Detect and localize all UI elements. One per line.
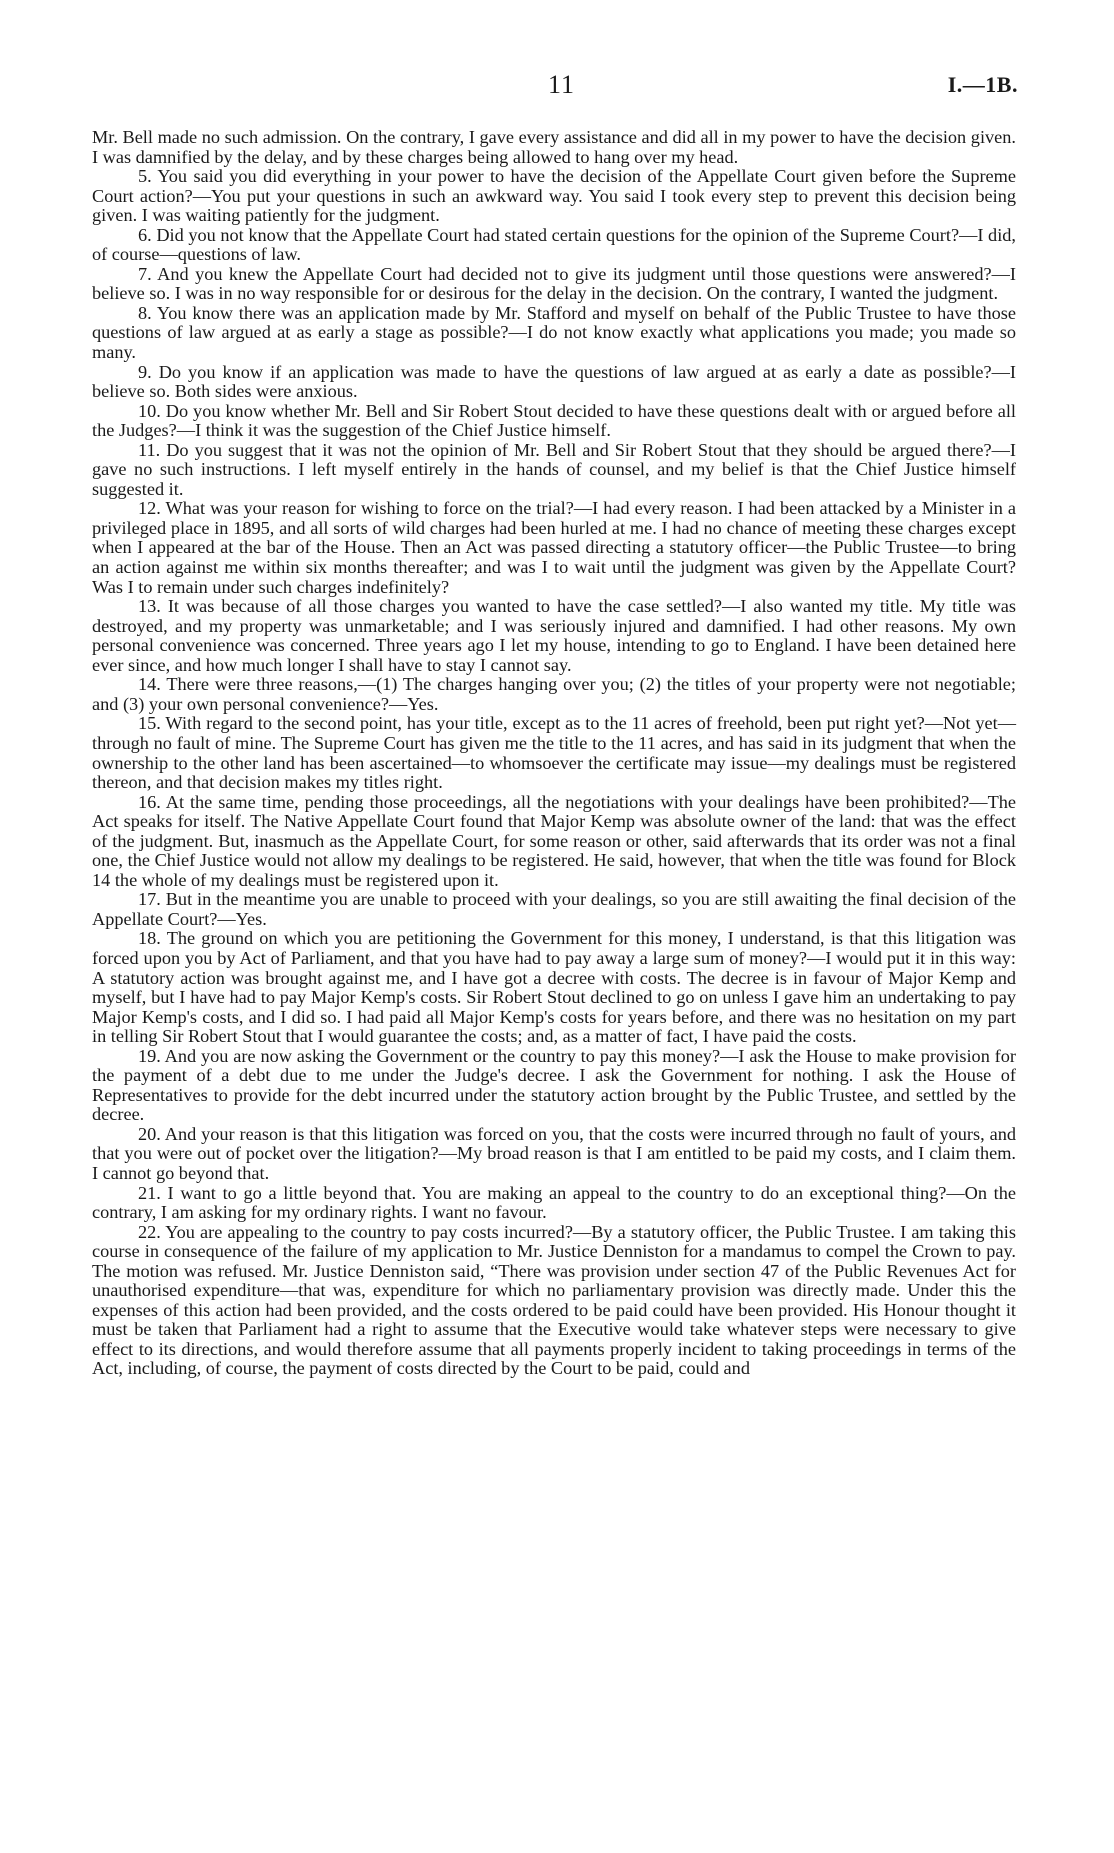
question-10: 10. Do you know whether Mr. Bell and Sir Robert Stout decided to have these questions dealt with or argued before all the Judges?—I think it was the suggestion of the Chief Justice himself.	[92, 400, 1016, 441]
paragraph-continuation: Mr. Bell made no such admission. On the contrary, I gave every assistance and did all in my power to have the decision given. I was damnified by the delay, and by these charges being allowed to hang over my head.	[92, 127, 1016, 167]
question-7: 7. And you knew the Appellate Court had decided not to give its judgment until those questions were answered?—I believe so. I was in no way responsible for or desirous for the delay in the decision. On the contrary, I wanted the judgment.	[92, 263, 1016, 304]
question-22: 22. You are appealing to the country to pay costs incurred?—By a statutory officer, the Public Trustee. I am taking this course in consequence of the failure of my application to Mr. Justice Denniston for a mandamus to compel the Crown to pay. The motion was refused. Mr. Justice Denniston said, “There was provision under section 47 of the Public Revenues Act for unauthorised expenditure—that was, expenditure for which no parliamentary provision was directly made. Under this the expenses of this action had been provided, and the costs ordered to be paid could have been provided. His Honour thought it must be taken that Parliament had a right to assume that the Executive would take whatever steps were necessary to give effect to its directions, and would therefore assume that all payments properly incident to taking proceedings in terms of the Act, including, of course, the payment of costs directed by the Court to be paid, could and	[92, 1221, 1016, 1379]
question-16: 16. At the same time, pending those proceedings, all the negotiations with your dealings have been prohibited?—The Act speaks for itself. The Native Appellate Court found that Major Kemp was absolute owner of the land: that was the effect of the judgment. But, inasmuch as the Appellate Court, for some reason or other, said afterwards that its order was not a final one, the Chief Justice would not allow my dealings to be registered. He said, however, that when the title was found for Block 14 the whole of my dealings must be registered upon it.	[92, 791, 1016, 890]
question-14: 14. There were three reasons,—(1) The charges hanging over you; (2) the titles of your property were not negotiable; and (3) your own personal convenience?—Yes.	[92, 674, 1016, 714]
question-20: 20. And your reason is that this litigation was forced on you, that the costs were incurred through no fault of yours, and that you were out of pocket over the litigation?—My broad reason is that I am entitled to be paid my costs, and I claim them. I cannot go beyond that.	[92, 1123, 1016, 1183]
page-number: 11	[548, 70, 576, 99]
page-header	[0, 70, 1114, 110]
question-6: 6. Did you not know that the Appellate Court had stated certain questions for the opinion of the Supreme Court?—I did, of course—questions of law.	[92, 224, 1016, 265]
question-13: 13. It was because of all those charges you wanted to have the case settled?—I also wanted my title. My title was destroyed, and my property was unmarketable; and I was seriously injured and damnified. I had other reasons. My own personal convenience was concerned. Three years ago I let my house, intending to go to England. I have been detained here ever since, and how much longer I shall have to stay I cannot say.	[92, 596, 1016, 675]
question-5: 5. You said you did everything in your power to have the decision of the Appellate Court given before the Supreme Court action?—You put your questions in such an awkward way. You said I took every step to prevent this decision being given. I was waiting patiently for the judgment.	[92, 166, 1016, 226]
question-11: 11. Do you suggest that it was not the opinion of Mr. Bell and Sir Robert Stout that they should be argued there?—I gave no such instructions. I left myself entirely in the hands of counsel, and my belief is that the Chief Justice himself suggested it.	[92, 439, 1016, 499]
question-19: 19. And you are now asking the Government or the country to pay this money?—I ask the House to make provision for the payment of a debt due to me under the Judge's decree. I ask the Government for nothing. I ask the House of Representatives to provide for the debt incurred under the statutory action brought by the Public Trustee, and settled by the decree.	[92, 1045, 1016, 1125]
question-9: 9. Do you know if an application was made to have the questions of law argued at as early a date as possible?—I believe so. Both sides were anxious.	[92, 361, 1016, 402]
question-18: 18. The ground on which you are petitioning the Government for this money, I understand, is that this litigation was forced upon you by Act of Parliament, and that you have had to pay away a large sum of money?—I would put it in this way: A statutory action was brought against me, and I have got a decree with costs. The decree is in favour of Major Kemp and myself, but I have had to pay Major Kemp's costs. Sir Robert Stout declined to go on unless I gave him an undertaking to pay Major Kemp's costs, and I did so. I had paid all Major Kemp's costs for years before, and there was no hesitation on my part in telling Sir Robert Stout that I would guarantee the costs; and, as a matter of fact, I have paid the costs.	[92, 928, 1016, 1047]
question-15: 15. With regard to the second point, has your title, except as to the 11 acres of freehold, been put right yet?—Not yet—through no fault of mine. The Supreme Court has given me the title to the 11 acres, and has said in its judgment that when the ownership to the other land has been ascertained—to whomsoever the certificate may issue—my dealings must be registered thereon, and that decision makes my titles right.	[92, 713, 1016, 793]
question-8: 8. You know there was an application made by Mr. Stafford and myself on behalf of the Public Trustee to have those questions of law argued at as early a stage as possible?—I do not know exactly what applications you made; you made so many.	[92, 302, 1016, 363]
document-reference: I.—1B.	[947, 72, 1018, 97]
question-21: 21. I want to go a little beyond that. You are making an appeal to the country to do an exceptional thing?—On the contrary, I am asking for my ordinary rights. I want no favour.	[92, 1182, 1016, 1223]
question-17: 17. But in the meantime you are unable to proceed with your dealings, so you are still awaiting the final decision of the Appellate Court?—Yes.	[92, 889, 1016, 929]
document-body	[92, 128, 1016, 1379]
question-12: 12. What was your reason for wishing to force on the trial?—I had every reason. I had been attacked by a Minister in a privileged place in 1895, and all sorts of wild charges had been hurled at me. I had no chance of meeting these charges except when I appeared at the bar of the House. Then an Act was passed directing a statutory officer—the Public Trustee—to bring an action against me within six months thereafter; and was I to wait until the judgment was given by the Appellate Court? Was I to remain under such charges indefinitely?	[92, 498, 1016, 597]
